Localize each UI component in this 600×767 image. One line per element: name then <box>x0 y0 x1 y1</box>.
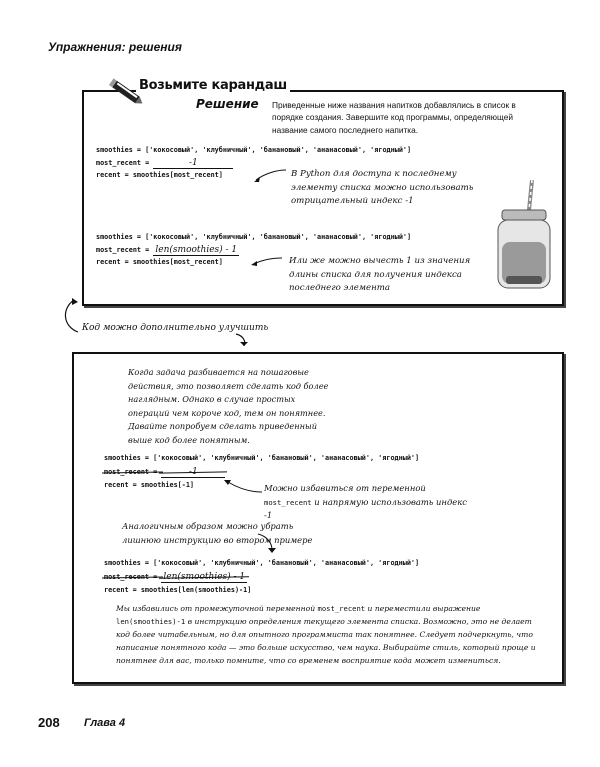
exercise-title-text: Возьмите карандаш <box>136 78 290 93</box>
arrow-icon <box>254 532 284 554</box>
arrow-icon <box>248 252 284 272</box>
exercise-intro: Приведенные ниже названия напитков добавлялись в список в порядке создания. Завершите код программы, определяющей название самого последнего напитка. <box>272 100 516 135</box>
struck-answer: len(smoothies) - 1 <box>161 572 247 583</box>
code-line-prefix: most_recent = <box>96 246 154 254</box>
code-line-prefix: most_recent = <box>96 159 154 167</box>
code-line-most-recent-struck-1 <box>104 467 225 478</box>
answer-blank: len(smoothies) - 1 <box>153 245 239 256</box>
code-line-most-recent-2 <box>96 245 239 256</box>
summary-text: в инструкцию определения текущего элемента списка. Возможно, это не делает код более читабельным, но для опытного программиста так понятнее. Следует подчеркнуть, что написание понятного кода — это больше искусство, чем наука. Выбирайте стиль, который проще и понятнее для вас, только помните, что со временем восприятие кода может измениться. <box>116 617 536 665</box>
struck-answer: -1 <box>161 467 225 478</box>
note-negative-index: В Python для доступа к последнему элементу списка можно использовать отрицательный индекс -1 <box>291 169 474 206</box>
answer-blank: -1 <box>153 158 233 169</box>
note-len-minus-one: Или же можно вычесть 1 из значения длины списка для получения индекса последнего элемента <box>289 256 471 293</box>
code-line-list-1: smoothies = ['кокосовый', 'клубничный', 'банановый', 'ананасовый', 'ягодный'] <box>96 146 412 154</box>
improve-code-note: Код можно дополнительно улучшить <box>82 323 269 333</box>
summary-text: Мы избавились от промежуточной переменной <box>116 604 318 613</box>
note-similar-second: Аналогичным образом можно убрать лишнюю инструкцию во втором примере <box>122 521 313 545</box>
page-header-title: Упражнения: решения <box>48 40 182 54</box>
code-line-list-4: smoothies = ['кокосовый', 'клубничный', 'банановый', 'ананасовый', 'ягодный'] <box>104 559 420 567</box>
arrow-icon <box>214 468 264 498</box>
struck-assignment: most_recent = <box>104 573 162 581</box>
connector-arrow <box>58 296 258 346</box>
chapter-label: Глава 4 <box>84 717 126 729</box>
arrow-icon <box>250 166 290 186</box>
note-step-by-step: Когда задача разбивается на пошаговые действия, это позволяет сделать код более наглядным. Однако в случае простых операций чем короче код, тем он понятнее. Давайте попробуем сделать приведенный выше код более понятным. <box>128 367 329 445</box>
summary-text: и переместили выражение <box>365 604 481 613</box>
code-line-most-recent-1 <box>96 158 233 169</box>
note-code: most_recent <box>264 497 312 507</box>
page-number: 208 <box>38 715 60 730</box>
exercise-subtitle: Решение <box>196 97 259 111</box>
code-line-recent-short-1: recent = smoothies[-1] <box>104 481 195 489</box>
summary-code: most_recent <box>317 604 366 613</box>
code-line-most-recent-struck-2 <box>104 572 247 583</box>
smoothie-jar-illustration <box>492 180 556 292</box>
code-line-list-2: smoothies = ['кокосовый', 'клубничный', 'банановый', 'ананасовый', 'ягодный'] <box>96 233 412 241</box>
note-text: и напрямую использовать индекс -1 <box>264 496 467 520</box>
code-line-recent-short-2: recent = smoothies[len(smoothies)-1] <box>104 586 252 594</box>
code-line-list-3: smoothies = ['кокосовый', 'клубничный', 'банановый', 'ананасовый', 'ягодный'] <box>104 454 420 462</box>
exercise-title <box>136 78 290 93</box>
note-remove-variable <box>264 482 474 523</box>
note-text: Можно избавиться от переменной <box>264 483 426 493</box>
code-line-recent-1: recent = smoothies[most_recent] <box>96 171 223 179</box>
summary-code: len(smoothies)-1 <box>116 617 186 626</box>
summary-note <box>116 602 536 667</box>
code-line-recent-2: recent = smoothies[most_recent] <box>96 258 223 266</box>
struck-assignment: most_recent = <box>104 468 162 476</box>
